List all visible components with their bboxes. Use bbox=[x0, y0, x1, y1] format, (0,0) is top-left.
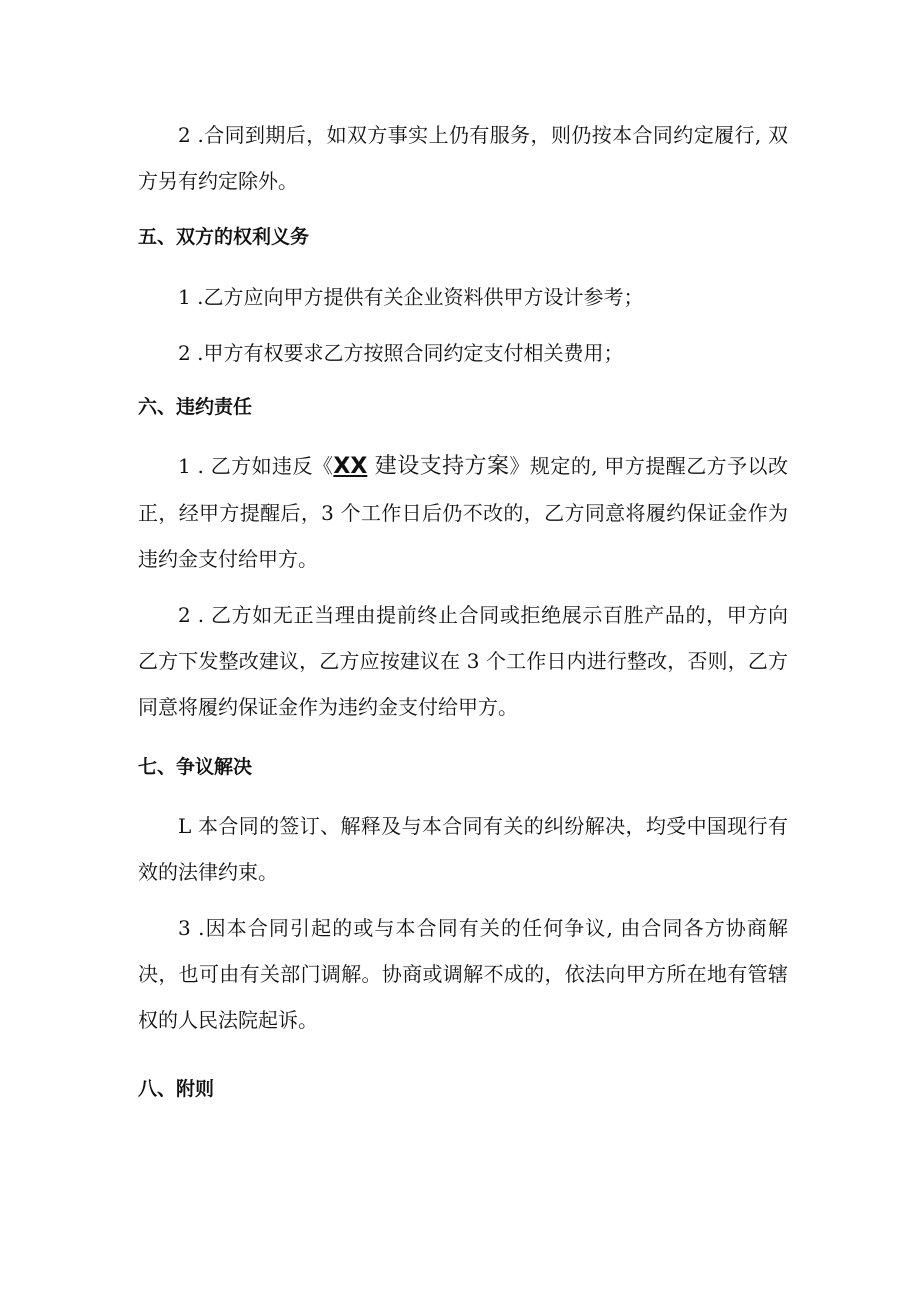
section-seven-item-1: L 本合同的签订、解释及与本合同有关的纠纷解决，均受中国现行有效的法律约束。 bbox=[138, 814, 788, 884]
renewal-paragraph-block bbox=[138, 112, 788, 204]
section-five-heading: 五、双方的权利义务 bbox=[138, 226, 310, 248]
section-six-item-1-block bbox=[138, 443, 788, 582]
referenced-document-title bbox=[333, 454, 509, 479]
section-six-item-1-pre: 1 . 乙方如违反《 bbox=[178, 454, 334, 478]
section-seven-heading: 七、争议解决 bbox=[138, 756, 253, 778]
section-six-item-1 bbox=[138, 443, 788, 582]
section-five-heading-block bbox=[138, 214, 788, 260]
section-six-item-1-post: 》规定的, 甲方提醒乙方予以改正，经甲方提醒后，3 个工作日后仍不改的，乙方同意将履约保证金作为违约金支付给甲方。 bbox=[138, 454, 789, 571]
section-seven-item-3-block bbox=[138, 905, 788, 1043]
section-five-item-1-block bbox=[138, 274, 788, 320]
section-seven-item-3: 3 .因本合同引起的或与本合同有关的任何争议, 由合同各方协商解决，也可由有关部门调解。协商或调解不成的，依法向甲方所在地有管辖权的人民法院起诉。 bbox=[138, 916, 788, 1032]
section-six-heading: 六、违约责任 bbox=[138, 396, 253, 418]
section-seven-item-1-block bbox=[138, 803, 788, 895]
referenced-document-title-rest: 建设支持方案 bbox=[367, 454, 510, 479]
section-five-item-1: 1 .乙方应向甲方提供有关企业资料供甲方设计参考； bbox=[178, 285, 644, 309]
section-five-item-2: 2 .甲方有权要求乙方按照合同约定支付相关费用； bbox=[178, 341, 624, 365]
section-six-item-2-block bbox=[138, 592, 788, 730]
section-eight-heading: 八、附则 bbox=[138, 1078, 215, 1100]
referenced-document-title-bold: XX bbox=[333, 454, 368, 479]
renewal-paragraph: 2 .合同到期后，如双方事实上仍有服务，则仍按本合同约定履行, 双方另有约定除外。 bbox=[138, 123, 788, 193]
section-six-item-2: 2 . 乙方如无正当理由提前终止合同或拒绝展示百胜产品的，甲方向乙方下发整改建议，乙方应按建议在 3 个工作日内进行整改，否则，乙方同意将履约保证金作为违约金支付给甲方。 bbox=[138, 603, 788, 719]
section-five-item-2-block bbox=[138, 330, 788, 376]
section-six-heading-block bbox=[138, 384, 788, 430]
section-seven-heading-block bbox=[138, 744, 788, 790]
section-eight-heading-block bbox=[138, 1066, 788, 1112]
